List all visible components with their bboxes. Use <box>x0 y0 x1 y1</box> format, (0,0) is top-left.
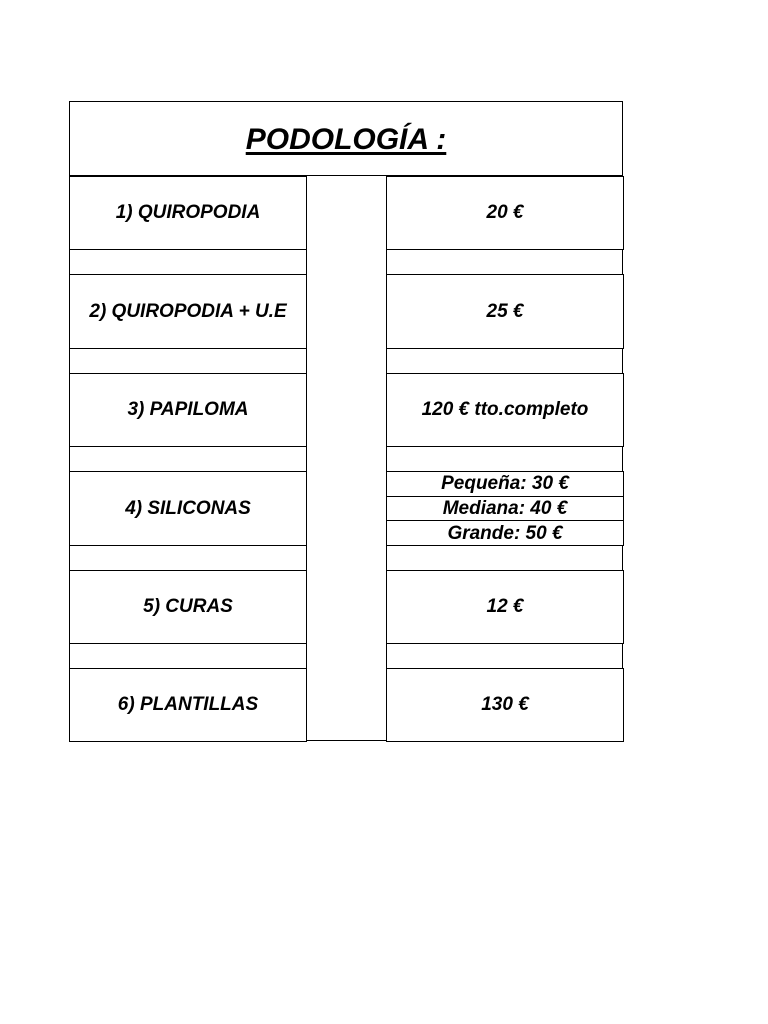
column-divider-left <box>306 176 307 741</box>
page-title: PODOLOGÍA : <box>245 122 447 156</box>
service-name-5 <box>69 570 307 644</box>
service-price-label: 120 € tto.completo <box>421 399 589 420</box>
service-name-3 <box>69 373 307 447</box>
service-name-label: 5) CURAS <box>143 596 233 617</box>
service-name-2 <box>69 274 307 349</box>
title-row <box>70 102 622 176</box>
service-price-6 <box>386 668 624 742</box>
service-name-label: 4) SILICONAS <box>125 497 251 519</box>
service-price-label: 20 € <box>486 202 524 223</box>
service-name-label: 6) PLANTILLAS <box>117 694 259 715</box>
service-price-3 <box>386 373 624 447</box>
service-price-5 <box>386 570 624 644</box>
service-name-label: 2) QUIROPODIA + U.E <box>89 300 287 322</box>
price-large: Grande: 50 € <box>447 522 563 544</box>
service-name-label: 3) PAPILOMA <box>127 399 249 420</box>
service-price-label: 25 € <box>486 300 524 322</box>
column-divider-right <box>386 176 387 741</box>
service-price-label: 12 € <box>486 596 524 617</box>
service-name-4 <box>69 471 307 546</box>
price-medium: Mediana: 40 € <box>387 497 623 522</box>
price-sheet <box>69 101 623 741</box>
service-name-1 <box>69 176 307 250</box>
service-price-2 <box>386 274 624 349</box>
service-name-label: 1) QUIROPODIA <box>115 202 261 223</box>
price-small: Pequeña: 30 € <box>387 472 623 497</box>
service-name-6 <box>69 668 307 742</box>
service-price-1 <box>386 176 624 250</box>
service-price-4 <box>386 471 624 546</box>
service-price-label: 130 € <box>481 694 529 715</box>
